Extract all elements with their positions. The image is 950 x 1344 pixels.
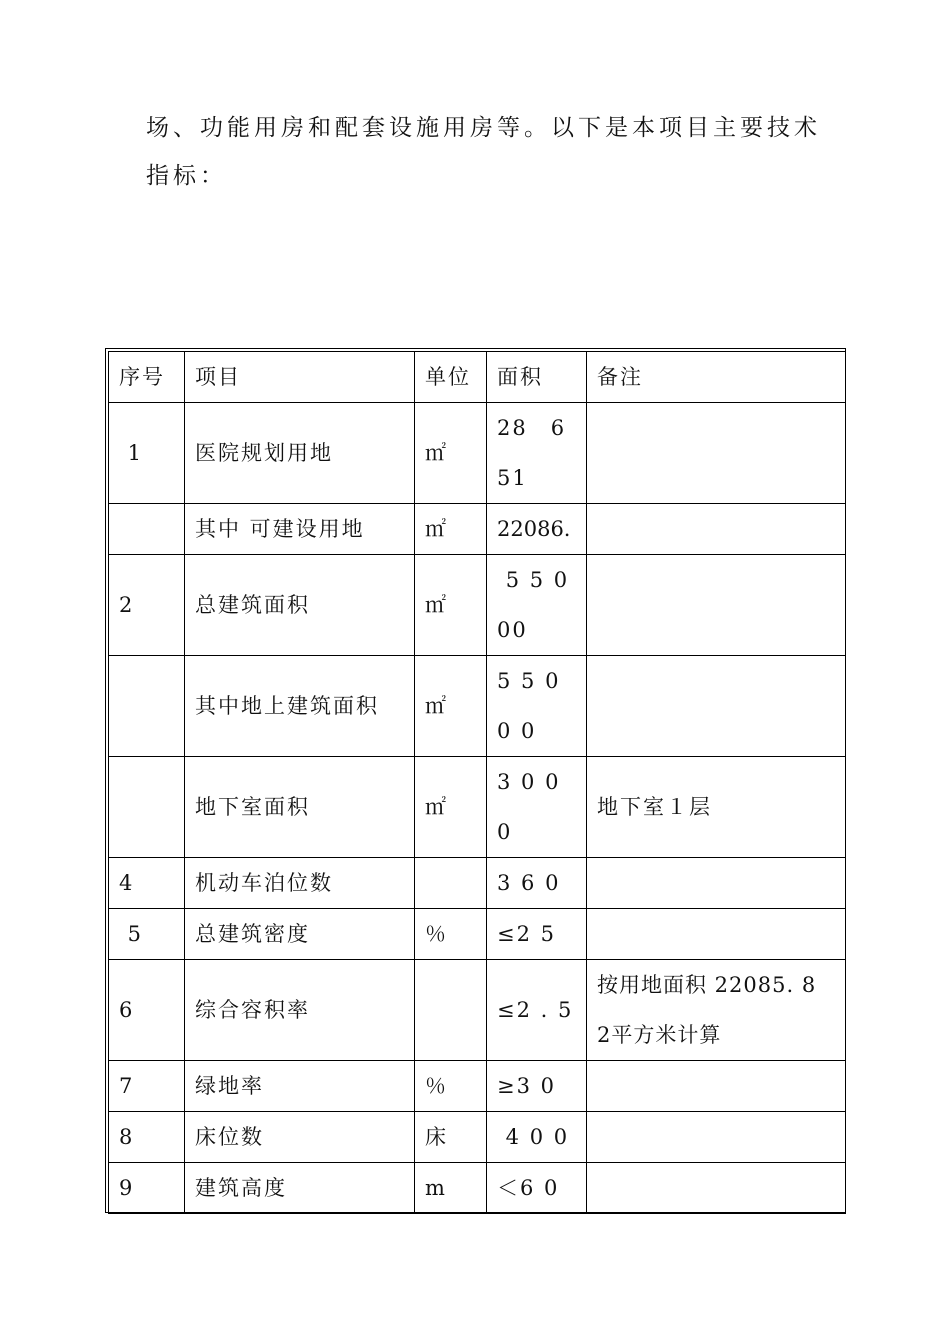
- row-note: [587, 1061, 846, 1112]
- row-note: 按用地面积 22085. 8 2平方米计算: [587, 960, 846, 1061]
- row-area: ≥3 0: [487, 1061, 587, 1112]
- row-unit: [415, 858, 487, 909]
- row-item: 综合容积率: [185, 960, 415, 1061]
- row-item: 建筑高度: [185, 1163, 415, 1214]
- intro-paragraph: [146, 104, 826, 200]
- table-header-row: [109, 352, 846, 403]
- row-unit: ㎡: [415, 504, 487, 555]
- header-cell: 序号: [109, 352, 185, 403]
- row-area: ＜6 0: [487, 1163, 587, 1214]
- row-number: [109, 656, 185, 757]
- row-number: [109, 504, 185, 555]
- row-area: ≤2 . 5: [487, 960, 587, 1061]
- table-row: [109, 960, 846, 1061]
- row-note: [587, 656, 846, 757]
- row-area: 3 6 0: [487, 858, 587, 909]
- row-number: 4: [109, 858, 185, 909]
- table-row: [109, 909, 846, 960]
- row-item: 总建筑面积: [185, 555, 415, 656]
- row-area: 28 6 51: [487, 403, 587, 504]
- row-area: 5 5 0 00: [487, 555, 587, 656]
- table-row: [109, 1061, 846, 1112]
- row-unit: ㎡: [415, 757, 487, 858]
- intro-line-2: 指标：: [146, 163, 227, 189]
- table-row: [109, 1112, 846, 1163]
- row-note: [587, 858, 846, 909]
- row-note: [587, 555, 846, 656]
- row-number: 7: [109, 1061, 185, 1112]
- row-number: 5: [109, 909, 185, 960]
- row-number: 6: [109, 960, 185, 1061]
- row-unit: ㎡: [415, 403, 487, 504]
- row-item: 机动车泊位数: [185, 858, 415, 909]
- table-row: [109, 504, 846, 555]
- intro-line-1: 场、功能用房和配套设施用房等。以下是本项目主要技术: [146, 115, 821, 141]
- header-cell: 项目: [185, 352, 415, 403]
- table-row: [109, 656, 846, 757]
- row-item: 地下室面积: [185, 757, 415, 858]
- row-unit: ％: [415, 1061, 487, 1112]
- technical-indicators-table-frame: [105, 348, 846, 1213]
- header-cell: 单位: [415, 352, 487, 403]
- row-note: [587, 1163, 846, 1214]
- row-unit: ㎡: [415, 656, 487, 757]
- header-cell: 面积: [487, 352, 587, 403]
- row-area: 5 5 0 0 0: [487, 656, 587, 757]
- row-note: [587, 403, 846, 504]
- row-item: 其中 可建设用地: [185, 504, 415, 555]
- table-row: [109, 1163, 846, 1214]
- row-unit: ％: [415, 909, 487, 960]
- table-row: [109, 555, 846, 656]
- row-area: ≤2 5: [487, 909, 587, 960]
- row-item: 床位数: [185, 1112, 415, 1163]
- row-note: [587, 1112, 846, 1163]
- row-area: 3 0 0 0: [487, 757, 587, 858]
- row-item: 其中地上建筑面积: [185, 656, 415, 757]
- row-note: [587, 909, 846, 960]
- table-row: [109, 403, 846, 504]
- row-number: 9: [109, 1163, 185, 1214]
- table-row: [109, 858, 846, 909]
- row-number: 1: [109, 403, 185, 504]
- row-number: 8: [109, 1112, 185, 1163]
- row-item: 医院规划用地: [185, 403, 415, 504]
- row-unit: [415, 960, 487, 1061]
- table-row: [109, 757, 846, 858]
- row-unit: 床: [415, 1112, 487, 1163]
- header-cell: 备注: [587, 352, 846, 403]
- row-note: [587, 504, 846, 555]
- row-item: 总建筑密度: [185, 909, 415, 960]
- row-area: 4 0 0: [487, 1112, 587, 1163]
- technical-indicators-table: [108, 351, 846, 1214]
- row-note: 地下室１层: [587, 757, 846, 858]
- row-item: 绿地率: [185, 1061, 415, 1112]
- row-unit: ㎡: [415, 555, 487, 656]
- row-unit: m: [415, 1163, 487, 1214]
- row-number: [109, 757, 185, 858]
- row-number: 2: [109, 555, 185, 656]
- row-area: 22086.: [487, 504, 587, 555]
